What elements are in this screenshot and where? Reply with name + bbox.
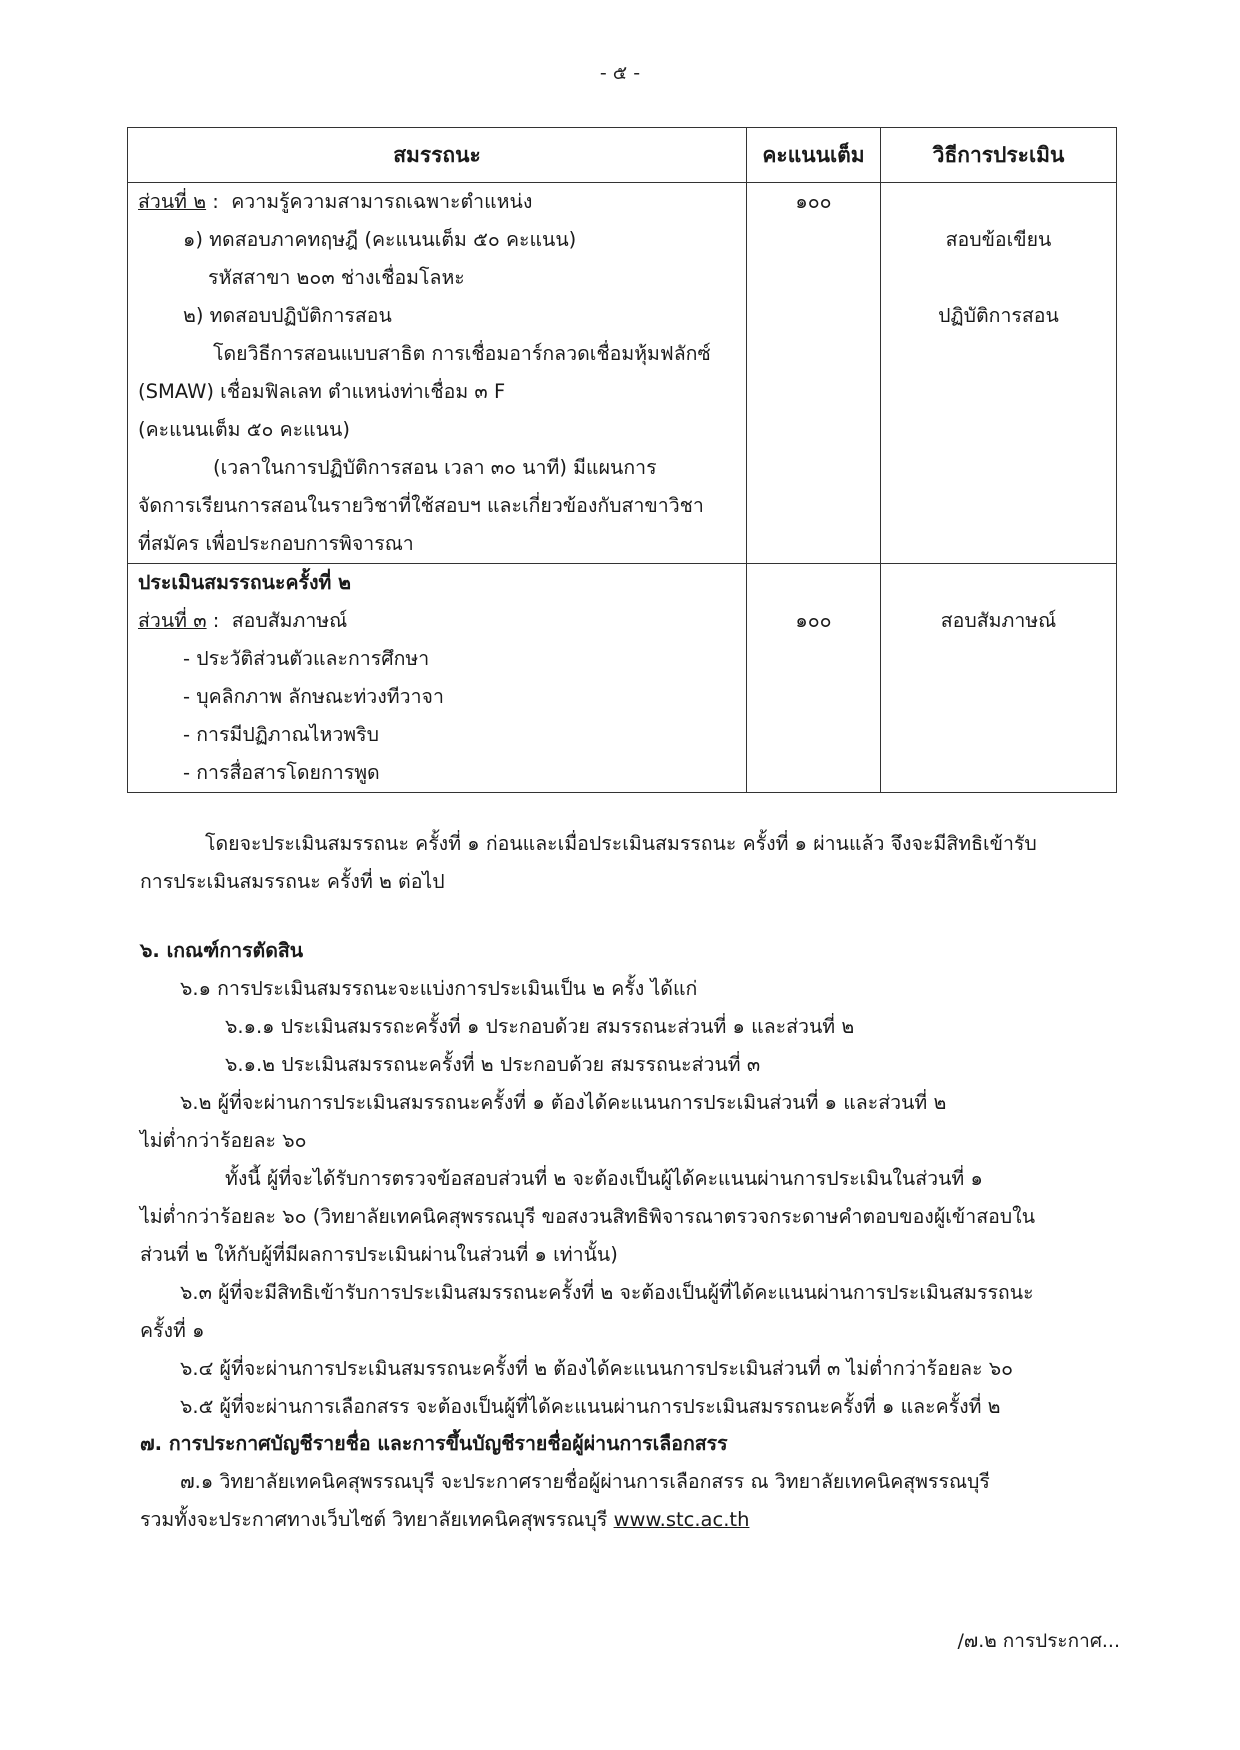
method-written: สอบข้อเขียน	[945, 228, 1052, 251]
practical-test-line: ๒) ทดสอบปฏิบัติการสอน	[183, 304, 392, 327]
header-competency: สมรรถนะ	[128, 128, 747, 183]
practical-plan-line: จัดการเรียนการสอนในรายวิชาที่ใช้สอบฯ และเกี่ยวข้องกับสาขาวิชา	[138, 494, 704, 517]
clause-6-2: ๖.๒ ผู้ที่จะผ่านการประเมินสมรรถนะครั้งที่ ๑ ต้องได้คะแนนการประเมินส่วนที่ ๑ และส่วนที่ ๒	[180, 1091, 947, 1114]
section-6	[140, 932, 1120, 1426]
clause-6-4: ๖.๔ ผู้ที่จะผ่านการประเมินสมรรถนะครั้งที่ ๒ ต้องได้คะแนนการประเมินส่วนที่ ๓ ไม่ต่ำกว่าร้อยละ ๖๐	[180, 1357, 1014, 1380]
clause-6-2-note: ไม่ต่ำกว่าร้อยละ ๖๐ (วิทยาลัยเทคนิคสุพรรณบุรี ขอสงวนสิทธิพิจารณาตรวจกระดาษคำตอบของผู้เข้าสอบใน	[140, 1205, 1036, 1228]
website-link[interactable]: www.stc.ac.th	[613, 1508, 750, 1531]
table-header-row	[128, 128, 1117, 183]
section-7-heading: ๗. การประกาศบัญชีรายชื่อ และการขึ้นบัญชีรายชื่อผู้ผ่านการเลือกสรร	[140, 1432, 728, 1455]
competency-table	[127, 127, 1117, 793]
practical-score-line: (คะแนนเต็ม ๕๐ คะแนน)	[138, 418, 350, 441]
practical-desc-line: (SMAW) เชื่อมฟิลเลท ตำแหน่งท่าเชื่อม ๓ F	[138, 380, 506, 403]
practical-plan-line: ที่สมัคร เพื่อประกอบการพิจารณา	[138, 532, 414, 555]
clause-6-2-note: ส่วนที่ ๒ ให้กับผู้ที่มีผลการประเมินผ่านในส่วนที่ ๑ เท่านั้น)	[140, 1243, 618, 1266]
practical-desc-line: โดยวิธีการสอนแบบสาธิต การเชื่อมอาร์กลวดเชื่อมหุ้มฟลักซ์	[213, 342, 711, 365]
table-row	[128, 183, 1117, 564]
competency-cell	[128, 564, 747, 793]
method-interview: สอบสัมภาษณ์	[940, 609, 1057, 632]
header-method: วิธีการประเมิน	[881, 128, 1117, 183]
clause-6-5: ๖.๕ ผู้ที่จะผ่านการเลือกสรร จะต้องเป็นผู้ที่ได้คะแนนผ่านการประเมินสมรรถนะครั้งที่ ๑ และครั้งที่ ๒	[180, 1395, 1001, 1418]
theory-test-line: ๑) ทดสอบภาคทฤษฎี (คะแนนเต็ม ๕๐ คะแนน)	[183, 228, 577, 251]
interview-item: - ประวัติส่วนตัวและการศึกษา	[183, 647, 430, 670]
header-full-score: คะแนนเต็ม	[747, 128, 881, 183]
section-6-heading: ๖. เกณฑ์การตัดสิน	[140, 939, 304, 962]
method-practical: ปฏิบัติการสอน	[938, 304, 1059, 327]
clause-6-2-note: ทั้งนี้ ผู้ที่จะได้รับการตรวจข้อสอบส่วนที่ ๒ จะต้องเป็นผู้ได้คะแนนผ่านการประเมินในส่วนที่ ๑	[225, 1167, 983, 1190]
full-score: ๑๐๐	[795, 609, 832, 632]
round-2-title: ประเมินสมรรถนะครั้งที่ ๒	[138, 571, 352, 594]
clause-6-1: ๖.๑ การประเมินสมรรถนะจะแบ่งการประเมินเป็น ๒ ครั้ง ได้แก่	[180, 977, 698, 1000]
assessment-note: โดยจะประเมินสมรรถนะ ครั้งที่ ๑ ก่อนและเมื่อประเมินสมรรถนะ ครั้งที่ ๑ ผ่านแล้ว จึงจะมีสิทธิเข้ารับ การประเมินสมรรถนะ ครั้งที่ ๒ ต่อไป	[140, 832, 1037, 893]
practical-time-line: (เวลาในการปฏิบัติการสอน เวลา ๓๐ นาที) มีแผนการ	[213, 456, 657, 479]
score-cell	[747, 564, 881, 793]
section-7	[140, 1425, 1120, 1539]
clause-6-3-cont: ครั้งที่ ๑	[140, 1319, 205, 1342]
branch-code-line: รหัสสาขา ๒๐๓ ช่างเชื่อมโลหะ	[208, 266, 465, 289]
page-number: - ๕ -	[599, 62, 641, 84]
interview-item: - การมีปฏิภาณไหวพริบ	[183, 723, 379, 746]
clause-6-2-cont: ไม่ต่ำกว่าร้อยละ ๖๐	[140, 1129, 307, 1152]
clause-7-1-cont: รวมทั้งจะประกาศทางเว็บไซต์ วิทยาลัยเทคนิคสุพรรณบุรี www.stc.ac.th	[140, 1508, 750, 1531]
part-2-heading: ส่วนที่ ๒ : ความรู้ความสามารถเฉพาะตำแหน่ง	[138, 190, 533, 213]
score-cell	[747, 183, 881, 564]
clause-6-1-2: ๖.๑.๒ ประเมินสมรรถนะครั้งที่ ๒ ประกอบด้วย สมรรถนะส่วนที่ ๓	[225, 1053, 761, 1076]
clause-6-1-1: ๖.๑.๑ ประเมินสมรรถะครั้งที่ ๑ ประกอบด้วย สมรรถนะส่วนที่ ๑ และส่วนที่ ๒	[225, 1015, 855, 1038]
part-3-heading: ส่วนที่ ๓ : สอบสัมภาษณ์	[138, 609, 348, 632]
table-row	[128, 564, 1117, 793]
method-cell	[881, 183, 1117, 564]
interview-item: - การสื่อสารโดยการพูด	[183, 761, 380, 784]
clause-7-1: ๗.๑ วิทยาลัยเทคนิคสุพรรณบุรี จะประกาศรายชื่อผู้ผ่านการเลือกสรร ณ วิทยาลัยเทคนิคสุพรรณบุรี	[180, 1470, 990, 1493]
competency-cell	[128, 183, 747, 564]
method-cell	[881, 564, 1117, 793]
continuation-note: /๗.๒ การประกาศ...	[957, 1630, 1120, 1652]
interview-item: - บุคลิกภาพ ลักษณะท่วงทีวาจา	[183, 685, 444, 708]
full-score: ๑๐๐	[795, 190, 832, 213]
clause-6-3: ๖.๓ ผู้ที่จะมีสิทธิเข้ารับการประเมินสมรรถนะครั้งที่ ๒ จะต้องเป็นผู้ที่ได้คะแนนผ่านการประเมินสมรรถนะ	[180, 1281, 1034, 1304]
